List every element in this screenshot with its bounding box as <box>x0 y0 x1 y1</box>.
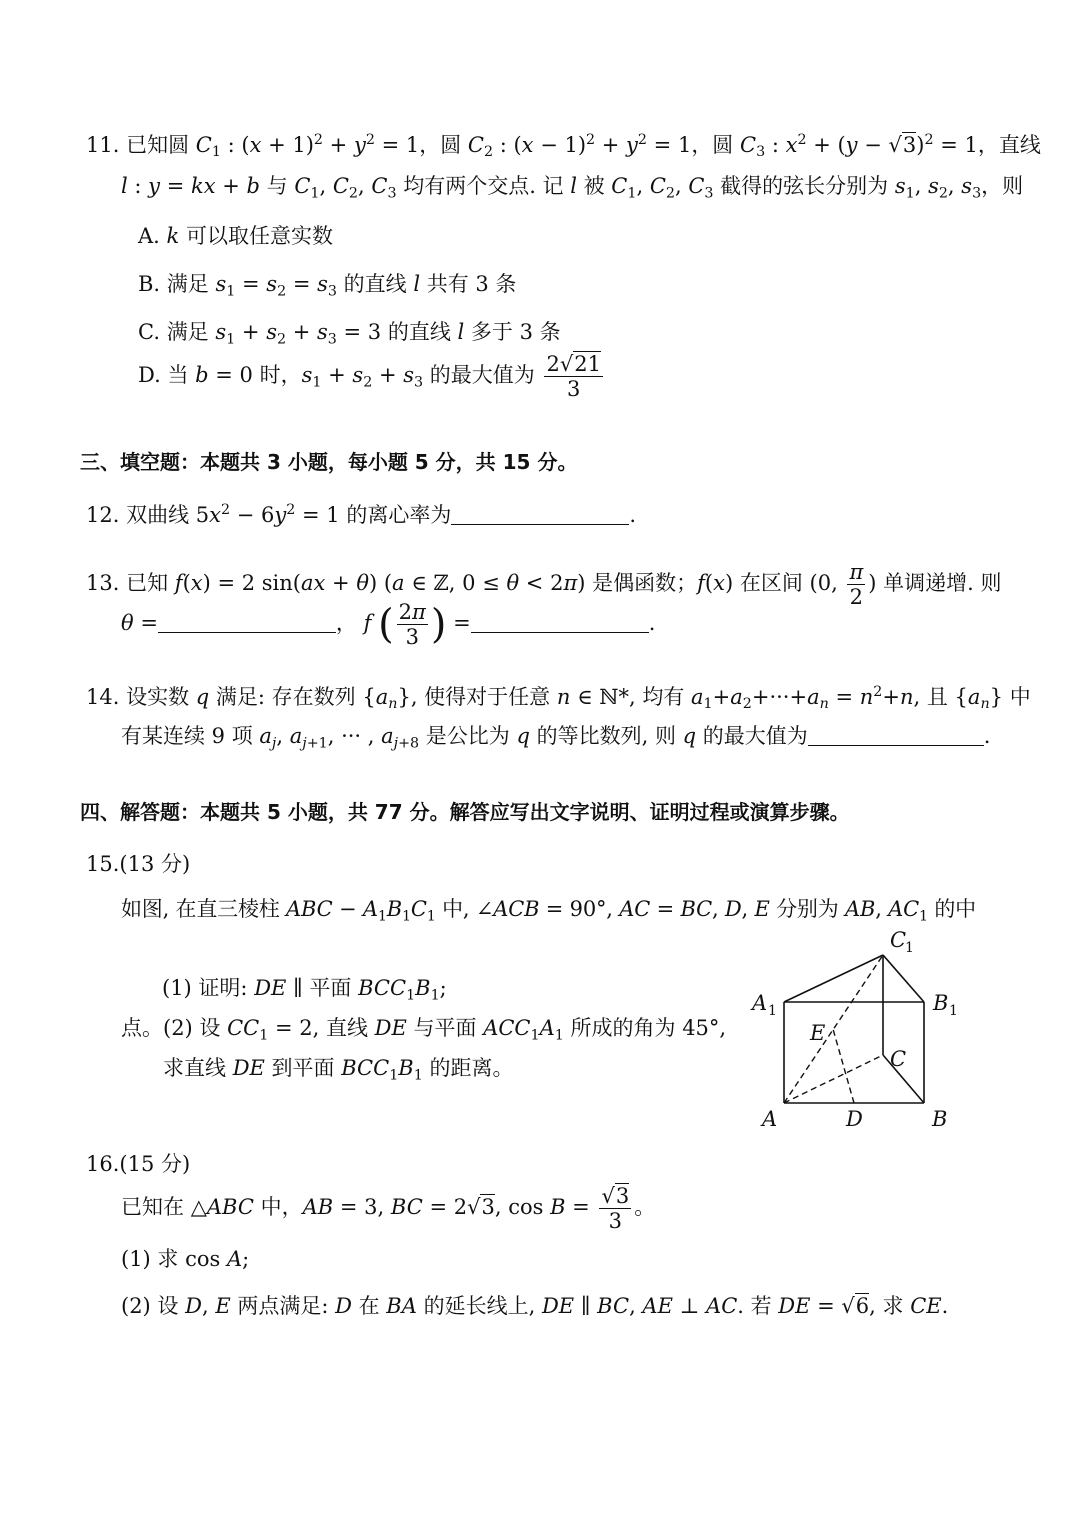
section-4-heading: 四、解答题：本题共 5 小题，共 77 分。解答应写出文字说明、证明过程或演算步骤。 <box>80 800 850 824</box>
q13-number: 13. <box>86 571 120 596</box>
q12-number: 12. <box>86 502 120 527</box>
label-B1: B <box>933 991 949 1015</box>
label-C1: C <box>890 928 907 952</box>
q13-theta-blank[interactable] <box>158 611 336 633</box>
fraction-2sqrt21-over-3: $\frac{2√21}{3}$ <box>546 352 601 402</box>
label-A: A <box>762 1107 778 1131</box>
edge-A1-C1 <box>784 955 883 1002</box>
q13-line1: 13. 已知 f(x) = 2 sin(ax + θ) (a ∈ ℤ, 0 ≤ θ < 2π) 是偶函数；f(x) 在区间 (0, $\frac{\pi}{2}$ ) 单调递增. 则 <box>86 560 1002 610</box>
label-A1-sub: 1 <box>768 1003 777 1019</box>
q15-part1: (1) 证明: DE ∥ 平面 $BCC_1B_1$; <box>162 976 447 1004</box>
q15-header: 15.(13 分) <box>86 852 191 876</box>
q15-line1: 如图, 在直三棱柱 ABC − $A_1B_1C_1$ 中, ∠ACB = 90°, AC = BC, D, E 分别为 AB, $AC_1$ 的中 <box>121 897 976 925</box>
dashed-A-C <box>784 1055 883 1103</box>
fraction-2pi-over-3: $\frac{2\pi}{3}$ <box>398 600 426 650</box>
q12: 12. 双曲线 $5x^2 - 6y^2 = 1$ 的离心率为 . <box>86 502 637 527</box>
q13-value-blank[interactable] <box>471 611 649 633</box>
q16-part1: (1) 求 cos A; <box>121 1247 250 1271</box>
section-3-heading: 三、填空题：本题共 3 小题，每小题 5 分，共 15 分。 <box>80 450 578 474</box>
label-B1-sub: 1 <box>949 1003 958 1019</box>
q15-part2: 点。(2) 设 $CC_1 = 2$, 直线 DE 与平面 $ACC_1A_1$ 所成的角为 45°, <box>121 1016 727 1044</box>
label-D: D <box>846 1107 863 1131</box>
dashed-A-C1 <box>784 955 883 1103</box>
fraction-sqrt3-over-3: $\frac{√3}{3}$ <box>601 1184 630 1234</box>
q11-option-a: A. k 可以取任意实数 <box>138 224 333 248</box>
q11-line2: l : y = kx + b 与 $C_1$, $C_2$, $C_3$ 均有两个交点. 记 l 被 $C_1$, $C_2$, $C_3$ 截得的弦长分别为 $s_1$, $s_2$, $s_3$，则 <box>121 174 1024 202</box>
label-A1: A <box>752 991 768 1015</box>
q16-part2: (2) 设 D, E 两点满足: D 在 BA 的延长线上, DE ∥ BC, AE ⊥ AC. 若 DE = √6, 求 CE. <box>121 1294 949 1318</box>
q15-number: 15. <box>86 852 120 876</box>
label-C: C <box>890 1047 907 1071</box>
q16-header: 16.(15 分) <box>86 1152 191 1176</box>
label-B: B <box>932 1107 948 1131</box>
q11-option-c: C. 满足 $s_1 + s_2 + s_3 = 3$ 的直线 l 多于 3 条 <box>138 320 561 348</box>
q15-part2-line2: 求直线 DE 到平面 $BCC_1B_1$ 的距离。 <box>163 1056 514 1084</box>
q16-number: 16. <box>86 1152 120 1176</box>
q16-line1: 已知在 △ABC 中，AB = 3, BC = 2√3, cos B = $\frac{√3}{3}$ 。 <box>121 1184 656 1234</box>
label-E: E <box>810 1021 826 1045</box>
q11-number: 11. <box>86 132 120 157</box>
q14-number: 14. <box>86 684 120 709</box>
fraction-pi-over-2: $\frac{\pi}{2}$ <box>849 560 864 610</box>
q14-line2: 有某连续 9 项 $a_j$, $a_{j+1}$, ··· , $a_{j+8}$ 是公比为 q 的等比数列, 则 q 的最大值为 . <box>121 724 991 752</box>
q12-answer-blank[interactable] <box>451 503 629 525</box>
q11-option-d: D. 当 b = 0 时，$s_1 + s_2 + s_3$ 的最大值为 $\frac{2√21}{3}$ <box>138 352 601 402</box>
q14-answer-blank[interactable] <box>808 724 984 746</box>
q11-line1: 11. 已知圆 $C_1$ : $(x + 1)^2 + y^2 = 1$，圆 $C_2$ : $(x - 1)^2 + y^2 = 1$，圆 $C_3$ : $x^2 + (y - √3)^2 = 1$，直线 <box>86 132 1041 161</box>
edge-C1-B1 <box>883 955 924 1002</box>
q11-option-b: B. 满足 $s_1 = s_2 = s_3$ 的直线 l 共有 3 条 <box>138 272 517 300</box>
dashed-D-E <box>833 1029 854 1103</box>
label-C1-sub: 1 <box>905 940 914 956</box>
q13-line2: θ = ， f ( $\frac{2\pi}{3}$ ) = . <box>121 600 656 650</box>
q14-line1: 14. 设实数 q 满足: 存在数列 $\{a_n\}$, 使得对于任意 n ∈ ℕ*, 均有 $a_1+a_2+\cdot\cdot\cdot+a_n = n^2+n$, 且 $\{a_n\}$ 中 <box>86 684 1031 713</box>
prism-figure <box>740 920 980 1135</box>
